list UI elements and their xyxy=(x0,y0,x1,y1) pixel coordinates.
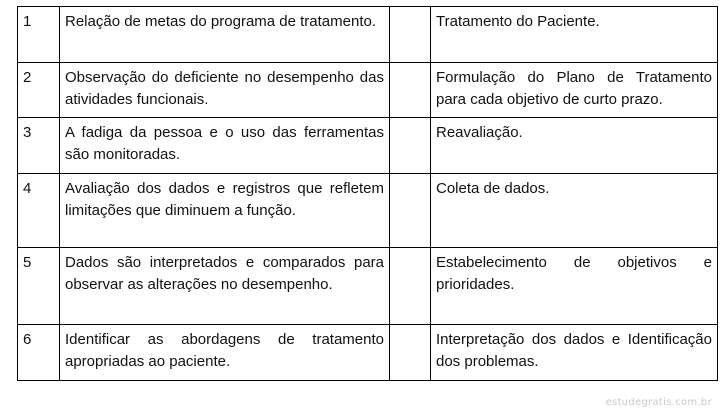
answer-blank-cell xyxy=(390,174,431,248)
table-row xyxy=(18,7,718,63)
row-description: Observação do deficiente no desempenho das atividades funcionais. xyxy=(60,63,390,118)
table-row xyxy=(18,118,718,174)
row-phase: Estabelecimento de objetivos e prioridades. xyxy=(431,248,718,325)
row-description: Relação de metas do programa de tratamento. xyxy=(60,7,390,63)
row-description: Avaliação dos dados e registros que refletem limitações que diminuem a função. xyxy=(60,174,390,248)
table-row xyxy=(18,174,718,248)
row-number: 2 xyxy=(18,63,60,118)
row-number: 4 xyxy=(18,174,60,248)
row-phase: Reavaliação. xyxy=(431,118,718,174)
row-number: 6 xyxy=(18,325,60,381)
row-phase: Tratamento do Paciente. xyxy=(431,7,718,63)
table-row xyxy=(18,248,718,325)
row-phase: Coleta de dados. xyxy=(431,174,718,248)
row-phase: Interpretação dos dados e Identificação dos problemas. xyxy=(431,325,718,381)
row-number: 5 xyxy=(18,248,60,325)
row-description: Identificar as abordagens de tratamento apropriadas ao paciente. xyxy=(60,325,390,381)
answer-blank-cell xyxy=(390,7,431,63)
row-phase: Formulação do Plano de Tratamento para cada objetivo de curto prazo. xyxy=(431,63,718,118)
row-description: A fadiga da pessoa e o uso das ferramentas são monitoradas. xyxy=(60,118,390,174)
answer-blank-cell xyxy=(390,325,431,381)
table-row xyxy=(18,63,718,118)
row-number: 3 xyxy=(18,118,60,174)
answer-blank-cell xyxy=(390,63,431,118)
answer-blank-cell xyxy=(390,248,431,325)
matching-table xyxy=(17,6,718,381)
table-row xyxy=(18,325,718,381)
row-number: 1 xyxy=(18,7,60,63)
watermark: estudegratis.com.br xyxy=(605,397,712,408)
answer-blank-cell xyxy=(390,118,431,174)
row-description: Dados são interpretados e comparados para observar as alterações no desempenho. xyxy=(60,248,390,325)
